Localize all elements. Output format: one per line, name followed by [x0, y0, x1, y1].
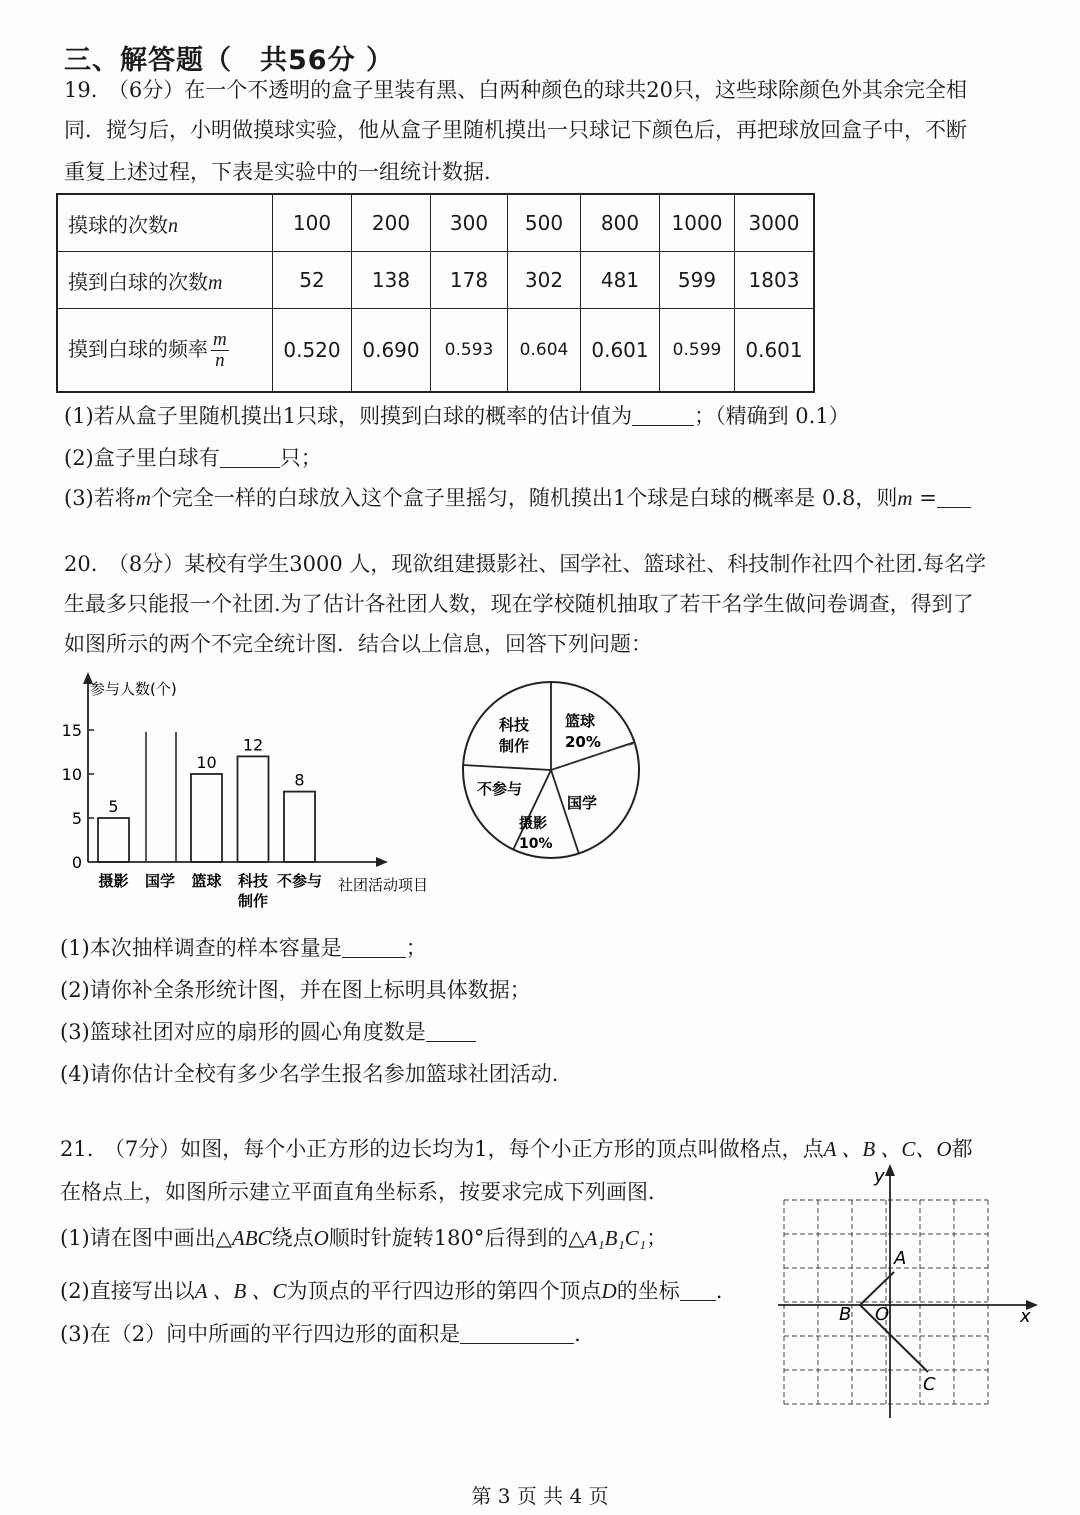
- data-label: 8: [294, 770, 305, 790]
- y-axis-label: 参与人数(个): [90, 680, 177, 698]
- table-cell: 52: [273, 252, 352, 309]
- table-cell: 0.604: [508, 309, 581, 393]
- pie-label-none: 不参与: [477, 780, 523, 798]
- pie-label-tech-line2: 制作: [499, 737, 530, 755]
- q20-part3: (3)篮球社团对应的扇形的圆心角度数是: [60, 1016, 476, 1046]
- pie-label-tech-line1: 科技: [499, 716, 530, 734]
- bar-chart: [50, 670, 460, 920]
- table-cell: 800: [581, 194, 660, 252]
- bar: [98, 818, 129, 862]
- table-cell: 0.599: [660, 309, 735, 393]
- answer-blank[interactable]: [460, 1322, 574, 1344]
- section-title: 三、解答题（ 共56分 ）: [64, 45, 394, 76]
- bar: [284, 792, 315, 862]
- q20-part1: (1)本次抽样调查的样本容量是 ；: [60, 936, 427, 960]
- point-o-label: O: [875, 1304, 890, 1325]
- table-cell: 0.601: [581, 309, 660, 393]
- y-axis-label: y: [874, 1166, 885, 1187]
- q20-part2: (2)请你补全条形统计图，并在图上标明具体数据；: [60, 978, 531, 1002]
- q21-part3: (3)在（2）问中所画的平行四边形的面积是 .: [60, 1322, 581, 1346]
- q20-line2: 生最多只能报一个社团.为了估计各社团人数，现在学校随机抽取了若干名学生做问卷调查，得到了: [64, 592, 974, 616]
- q19-part2: (2)盒子里白球有 只；: [64, 446, 322, 470]
- pie-percent-photography: 10%: [519, 836, 553, 852]
- y-axis-arrow: [885, 1164, 895, 1176]
- page-footer: 第 3 页 共 4 页: [471, 1484, 609, 1508]
- coordinate-grid: [770, 1160, 1050, 1425]
- table-row: [57, 252, 814, 309]
- table-cell: 0.690: [352, 309, 431, 393]
- q20-line3: 如图所示的两个不完全统计图．结合以上信息，回答下列问题：: [64, 632, 652, 656]
- x-axis-arrow: [376, 857, 388, 867]
- point-c-label: C: [923, 1374, 936, 1395]
- q19-line3: 重复上述过程，下表是实验中的一组统计数据．: [64, 160, 505, 184]
- data-label: 12: [242, 735, 264, 755]
- pie-chart: [455, 672, 655, 872]
- answer-blank[interactable]: [632, 404, 694, 426]
- table-cell: 0.593: [431, 309, 508, 393]
- q21-part2: (2)直接写出以A 、B 、C为顶点的平行四边形的第四个顶点D的坐标 .: [60, 1279, 723, 1303]
- data-label: 10: [196, 753, 217, 772]
- table-cell: 138: [352, 252, 431, 309]
- table-cell: 0.601: [735, 309, 815, 393]
- y-tick-label: 0: [71, 853, 82, 872]
- row-header-frequency: 摸到白球的频率 $\frac{m}{n}$: [57, 309, 273, 393]
- bar: [238, 756, 269, 862]
- frequency-table: [56, 193, 815, 393]
- x-axis-label: 社团活动项目: [338, 876, 429, 894]
- x-tick-label: 摄影: [98, 872, 129, 890]
- table-cell: 481: [581, 252, 660, 309]
- table-cell: 1803: [735, 252, 815, 309]
- pie-label-photography: 摄影: [519, 816, 547, 832]
- x-tick-label: 国学: [144, 872, 176, 890]
- row-header-m: 摸到白球的次数m: [57, 252, 273, 309]
- q19-part1: (1)若从盒子里随机摸出1只球，则摸到白球的概率的估计值为 ；（精确到 0.1）: [64, 404, 850, 428]
- q20-part4: (4)请你估计全校有多少名学生报名参加篮球社团活动.: [60, 1062, 559, 1086]
- table-cell: 500: [508, 194, 581, 252]
- table-row: [57, 194, 814, 252]
- pie-divider: [551, 770, 579, 854]
- data-label: 5: [108, 797, 119, 816]
- q20-line1: 20. （8分）某校有学生3000 人，现欲组建摄影社、国学社、篮球社、科技制作社四个社团.每名学: [64, 552, 987, 576]
- q19-line1: 19. （6分）在一个不透明的盒子里装有黑、白两种颜色的球共20只，这些球除颜色外其余完全相: [64, 78, 967, 102]
- y-tick-label: 15: [61, 721, 82, 740]
- table-cell: 0.520: [273, 309, 352, 393]
- answer-blank[interactable]: [220, 446, 280, 468]
- answer-blank[interactable]: [342, 936, 406, 958]
- table-cell: 178: [431, 252, 508, 309]
- table-row: [57, 309, 814, 393]
- x-tick-label: 篮球: [191, 872, 222, 890]
- point-b-label: B: [839, 1304, 852, 1325]
- table-cell: 1000: [660, 194, 735, 252]
- pie-percent-basketball: 20%: [565, 733, 601, 751]
- answer-blank[interactable]: [426, 1020, 476, 1042]
- table-cell: 3000: [735, 194, 815, 252]
- answer-blank[interactable]: [937, 486, 971, 508]
- bar: [191, 774, 222, 862]
- x-axis-label: x: [1020, 1306, 1031, 1327]
- pie-label-basketball: 篮球: [565, 712, 596, 730]
- table-cell: 100: [273, 194, 352, 252]
- q19-part3: (3)若将m个完全一样的白球放入这个盒子里摇匀，随机摸出1个球是白球的概率是 0.8，则m =: [64, 482, 971, 512]
- table-cell: 200: [352, 194, 431, 252]
- pie-label-guoxue: 国学: [567, 794, 598, 812]
- table-cell: 300: [431, 194, 508, 252]
- q19-line2: 同．搅匀后，小明做摸球实验，他从盒子里随机摸出一只球记下颜色后，再把球放回盒子中，不断: [64, 118, 967, 142]
- q21-line1: 21. （7分）如图，每个小正方形的边长均为1，每个小正方形的顶点叫做格点，点A 、B 、C、O都: [60, 1137, 973, 1161]
- x-tick-label: 制作: [237, 892, 269, 910]
- y-tick-label: 5: [71, 809, 82, 828]
- fraction-m-over-n: $\frac{m}{n}$: [213, 328, 227, 371]
- triangle-abc: [860, 1272, 928, 1372]
- table-cell: 302: [508, 252, 581, 309]
- pie-divider: [463, 765, 551, 770]
- x-tick-label: 科技: [237, 872, 269, 890]
- q21-part1: (1)请在图中画出△ABC绕点O顺时针旋转180°后得到的△A₁B₁C₁；: [60, 1226, 668, 1250]
- answer-blank[interactable]: [680, 1279, 716, 1301]
- table-cell: 599: [660, 252, 735, 309]
- q21-line2: 在格点上，如图所示建立平面直角坐标系，按要求完成下列画图．: [60, 1180, 669, 1204]
- x-tick-label: 不参与: [276, 872, 323, 890]
- row-header-n: 摸球的次数n: [57, 194, 273, 252]
- y-tick-label: 10: [61, 765, 82, 784]
- point-a-label: A: [894, 1248, 907, 1269]
